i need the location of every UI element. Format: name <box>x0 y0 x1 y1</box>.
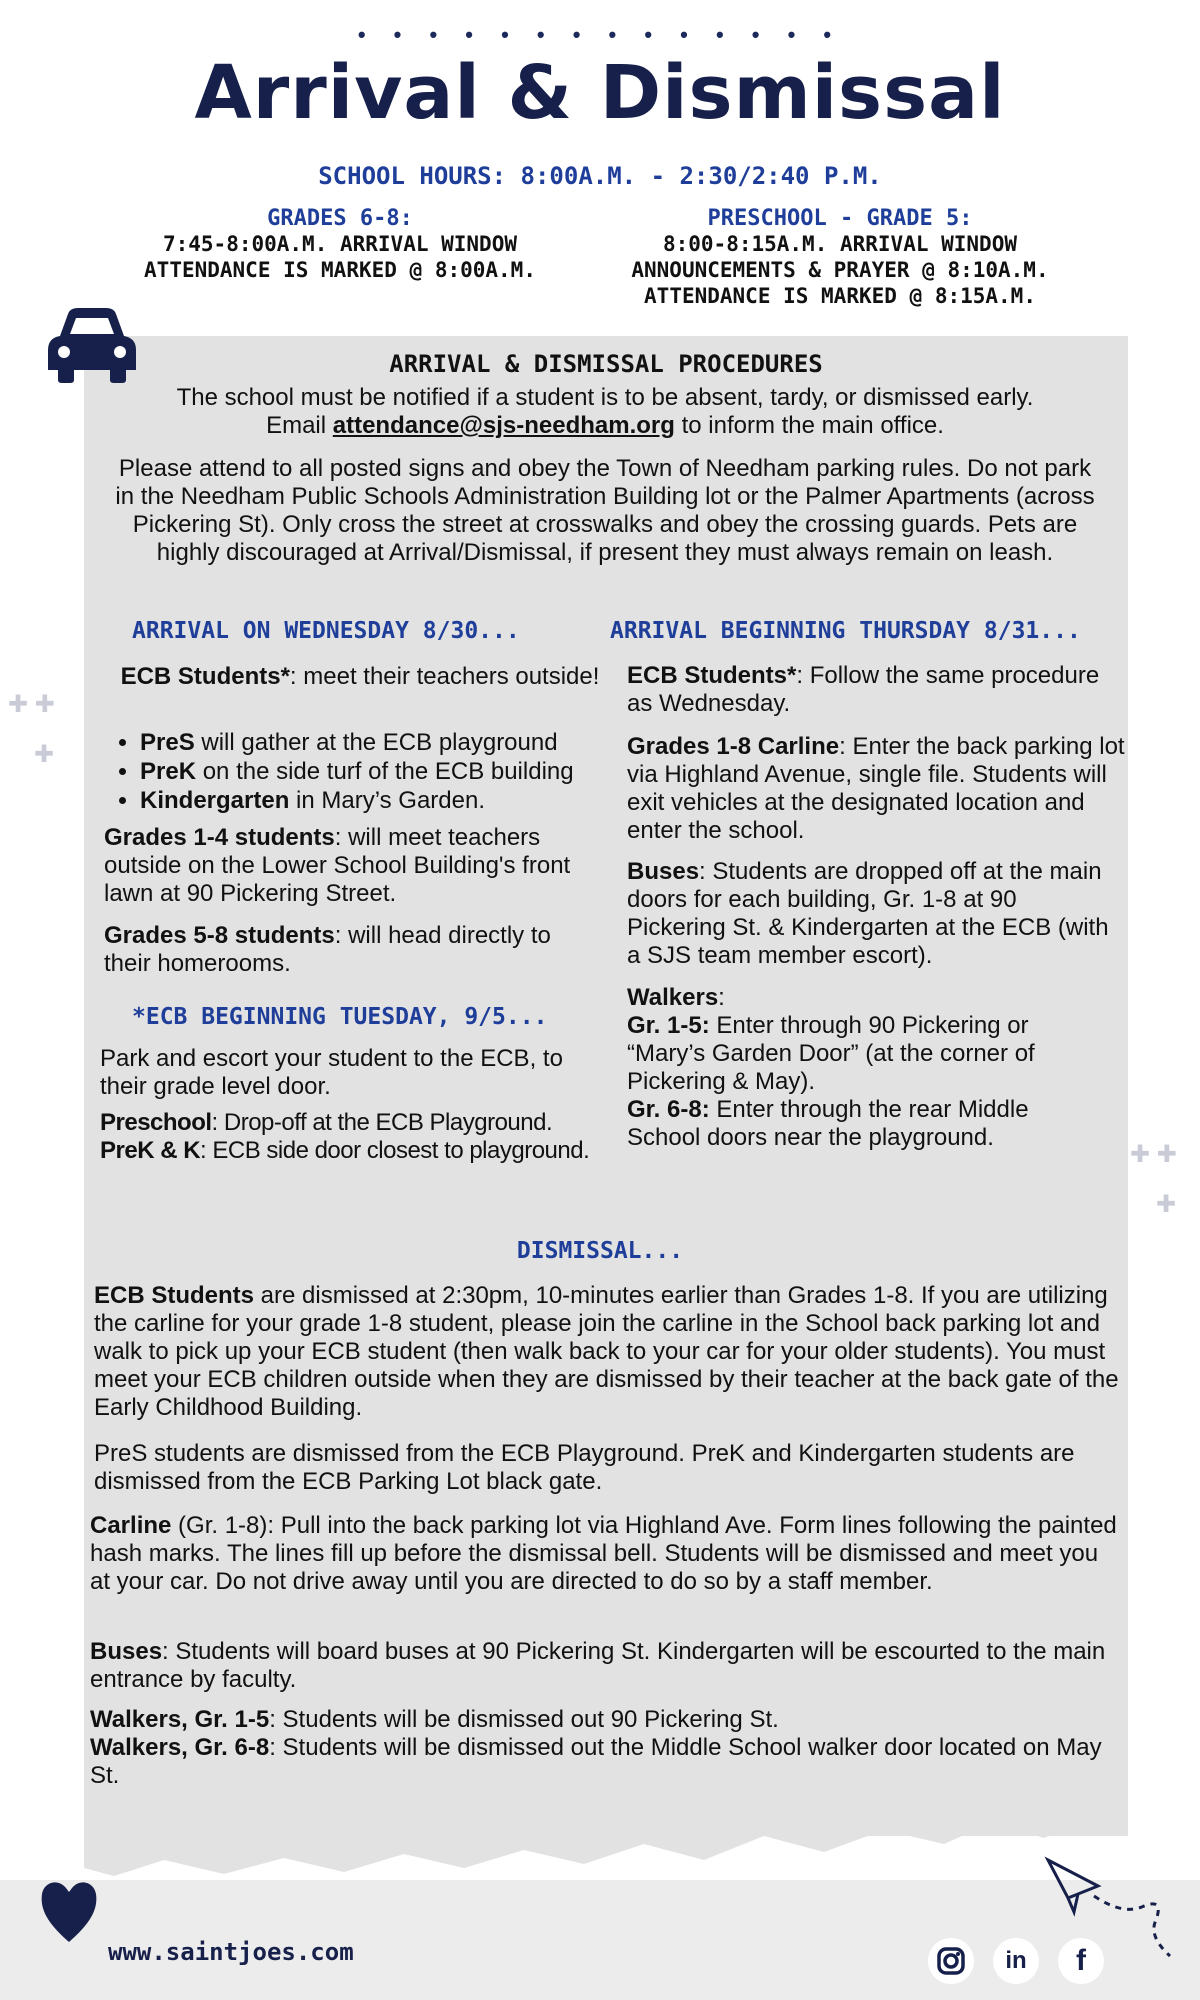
gr-6-8-label: Gr. 6-8: <box>627 1096 710 1123</box>
dismissal-buses <box>90 1638 1120 1694</box>
thursday-buses <box>627 858 1117 970</box>
ecb-students-label: ECB Students* <box>627 662 797 689</box>
buses-text: : Students will board buses at 90 Pickering St. Kindergarten will be escourted to the main entrance by faculty. <box>90 1638 1106 1693</box>
ecb-students-text: : meet their teachers outside! <box>289 663 600 690</box>
ecb-students-label: ECB Students* <box>120 663 290 690</box>
prek-k-text: : ECB side door closest to playground. <box>200 1137 590 1164</box>
thursday-carline <box>627 733 1127 845</box>
grades-6-8-arrival: 7:45-8:00A.M. ARRIVAL WINDOW <box>162 232 517 256</box>
page-title: Arrival & Dismissal <box>194 50 1006 136</box>
walkers-6-8-label: Walkers, Gr. 6-8 <box>90 1734 270 1761</box>
kindergarten-label: Kindergarten <box>140 787 290 814</box>
grades-6-8-attendance: ATTENDANCE IS MARKED @ 8:00A.M. <box>144 258 536 282</box>
linkedin-icon[interactable]: in <box>993 1938 1039 1984</box>
school-hours: SCHOOL HOURS: 8:00A.M. - 2:30/2:40 P.M. <box>318 162 882 190</box>
preschool-5-attendance: ATTENDANCE IS MARKED @ 8:15A.M. <box>644 284 1036 308</box>
buses-label: Buses <box>90 1638 163 1665</box>
thursday-ecb <box>627 662 1117 718</box>
dismissal-walkers-6-8 <box>90 1734 1120 1790</box>
sparkle-icon: ✚ <box>34 741 55 768</box>
preschool-grade-5-schedule <box>590 206 1090 309</box>
notification-notice: The school must be notified if a student is to be absent, tardy, or dismissed early. <box>176 384 1034 411</box>
list-item <box>140 728 650 757</box>
grades-1-4-text: : will meet teachers outside on the Lower School Building's front lawn at 90 Pickering Street. <box>104 824 571 907</box>
prek-k-label: PreK & K <box>100 1137 201 1164</box>
buses-text: : Students are dropped off at the main doors for each building, Gr. 1-8 at 90 Pickering St. & Kindergarten at the ECB (with a SJS team member escort). <box>627 858 1109 969</box>
walkers-1-5-label: Walkers, Gr. 1-5 <box>90 1706 270 1733</box>
email-prefix: Email <box>266 412 333 439</box>
decorative-dots: • • • • • • • • • • • • • • <box>357 22 843 47</box>
grades-6-8-heading: GRADES 6-8: <box>267 206 413 231</box>
carline-label: Carline <box>90 1512 172 1539</box>
walkers-label: Walkers <box>627 984 719 1011</box>
prek-text: on the side turf of the ECB building <box>196 758 574 785</box>
ecb-tuesday-preschool <box>100 1109 630 1137</box>
dismissal-heading: DISMISSAL... <box>516 1238 684 1264</box>
sparkle-icon: ✚ ✚ <box>8 691 55 718</box>
carline-text: (Gr. 1-8): Pull into the back parking lot via Highland Ave. Form lines following the painted hash marks. The lines fill up before the dismissal bell. Students will be dismissed and meet you at your car. Do not drive away until you are directed to do so by a staff member. <box>90 1512 1117 1595</box>
thursday-walkers-6-8 <box>627 1096 1097 1152</box>
website-url[interactable]: www.saintjoes.com <box>108 1938 354 1966</box>
facebook-icon[interactable]: f <box>1058 1938 1104 1984</box>
thursday-walkers <box>627 984 1117 1012</box>
walkers-colon: : <box>718 984 725 1011</box>
kindergarten-text: in Mary’s Garden. <box>289 787 485 814</box>
preschool-5-announcements: ANNOUNCEMENTS & PRAYER @ 8:10A.M. <box>631 258 1049 282</box>
grades-5-8-label: Grades 5-8 students <box>104 922 335 949</box>
grades-6-8-schedule <box>110 206 570 283</box>
preschool-5-heading: PRESCHOOL - GRADE 5: <box>707 206 973 231</box>
ecb-tuesday-text: Park and escort your student to the ECB, to their grade level door. <box>100 1045 563 1100</box>
carline-label: Grades 1-8 Carline <box>627 733 840 760</box>
grades-5-8-text: : will head directly to their homerooms. <box>104 922 551 977</box>
wednesday-ecb-list <box>116 728 650 815</box>
procedures-heading: ARRIVAL & DISMISSAL PROCEDURES <box>389 350 823 378</box>
email-notice <box>110 412 1100 440</box>
dismissal-pres: PreS students are dismissed from the ECB Playground. PreK and Kindergarten students are dismissed from the ECB Parking Lot black gate. <box>94 1440 1075 1495</box>
gr-6-8-text: Enter through the rear Middle School doors near the playground. <box>627 1096 1029 1151</box>
grades-1-4-label: Grades 1-4 students <box>104 824 335 851</box>
thursday-heading: ARRIVAL BEGINNING THURSDAY 8/31... <box>610 618 1081 644</box>
wednesday-ecb <box>120 663 600 691</box>
carline-text: : Enter the back parking lot via Highland Avenue, single file. Students will exit vehicles at the designated location and enter the school. <box>627 733 1125 844</box>
parking-rules: Please attend to all posted signs and obey the Town of Needham parking rules. Do not park in the Needham Public Schools Administration Building lot or the Palmer Apartments (across Pickering St). Only cross the street at crosswalks and obey the crossing guards. Pets are highly discouraged at Arrival/Dismissal, if present they must always remain on leash. <box>115 455 1095 566</box>
instagram-icon[interactable] <box>928 1938 974 1984</box>
walkers-6-8-text: : Students will be dismissed out the Middle School walker door located on May St. <box>90 1734 1102 1789</box>
attendance-email-link[interactable]: attendance@sjs-needham.org <box>332 412 675 439</box>
gr-1-5-label: Gr. 1-5: <box>627 1012 710 1039</box>
heart-icon <box>38 1874 100 1946</box>
preschool-5-arrival: 8:00-8:15A.M. ARRIVAL WINDOW <box>662 232 1017 256</box>
ecb-students-text: : Follow the same procedure as Wednesday. <box>627 662 1100 717</box>
buses-label: Buses <box>627 858 700 885</box>
preschool-text: : Drop-off at the ECB Playground. <box>211 1109 553 1136</box>
wednesday-grades-5-8 <box>104 922 604 978</box>
wednesday-heading: ARRIVAL ON WEDNESDAY 8/30... <box>132 618 520 644</box>
ecb-tuesday-prek-k <box>100 1137 640 1165</box>
ecb-students-text: are dismissed at 2:30pm, 10-minutes earlier than Grades 1-8. If you are utilizing the carline for your grade 1-8 student, please join the carline in the School back parking lot and walk to pick up your ECB student (then walk back to your car for your older students). You must meet your ECB children outside when they are dismissed by their teacher at the back gate of the Early Childhood Building. <box>94 1282 1119 1421</box>
ecb-tuesday-heading: *ECB BEGINNING TUESDAY, 9/5... <box>132 1004 548 1030</box>
ecb-students-label: ECB Students <box>94 1282 255 1309</box>
preschool-label: Preschool <box>100 1109 212 1136</box>
sparkle-icon: ✚ ✚ <box>1130 1141 1177 1168</box>
dismissal-carline <box>90 1512 1120 1596</box>
dismissal-ecb <box>94 1282 1124 1422</box>
prek-label: PreK <box>140 758 197 785</box>
walkers-1-5-text: : Students will be dismissed out 90 Pickering St. <box>269 1706 779 1733</box>
wednesday-grades-1-4 <box>104 824 604 908</box>
gr-1-5-text: Enter through 90 Pickering or “Mary’s Garden Door” (at the corner of Pickering & May). <box>627 1012 1035 1095</box>
list-item <box>140 786 650 815</box>
pres-label: PreS <box>140 729 195 756</box>
thursday-walkers-1-5 <box>627 1012 1097 1096</box>
email-suffix: to inform the main office. <box>674 412 944 439</box>
sparkle-icon: ✚ <box>1156 1191 1177 1218</box>
list-item <box>140 757 650 786</box>
dismissal-walkers-1-5 <box>90 1706 1120 1734</box>
pres-text: will gather at the ECB playground <box>194 729 558 756</box>
